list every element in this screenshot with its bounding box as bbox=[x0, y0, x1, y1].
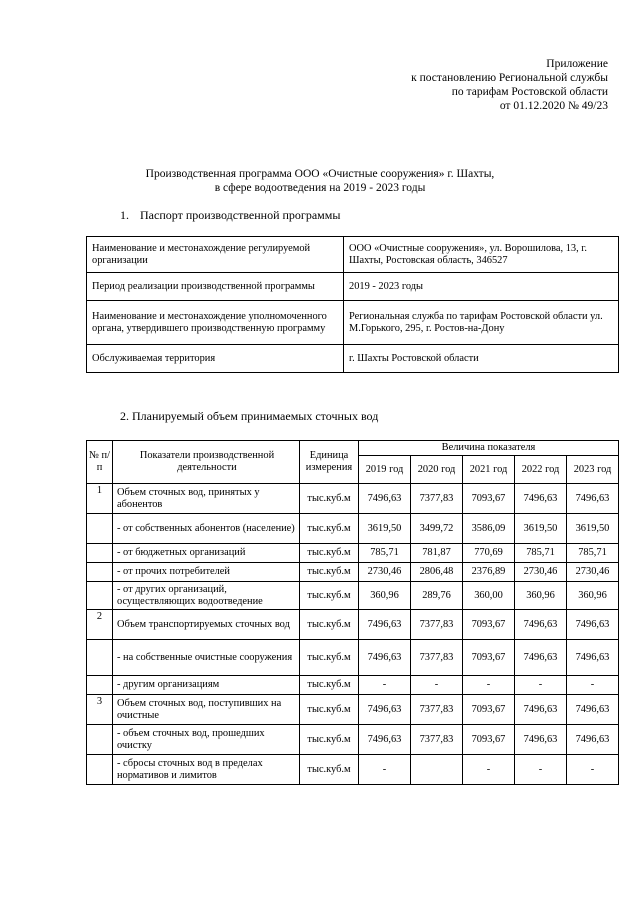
row-value: 7496,63 bbox=[359, 725, 411, 755]
appendix-date: от 01.12.2020 № 49/23 bbox=[499, 100, 608, 112]
header-year: 2023 год bbox=[567, 456, 619, 484]
header-year: 2020 год bbox=[411, 456, 463, 484]
table-row bbox=[87, 695, 619, 725]
row-value: 289,76 bbox=[411, 582, 463, 610]
row-value: 360,96 bbox=[359, 582, 411, 610]
section-1-heading bbox=[120, 208, 340, 223]
row-value: - bbox=[463, 755, 515, 785]
row-value: - bbox=[359, 755, 411, 785]
row-indicator: Объем транспортируемых сточных вод bbox=[113, 610, 300, 640]
row-value: 7496,63 bbox=[567, 484, 619, 514]
row-value: 785,71 bbox=[567, 544, 619, 563]
row-value: 2376,89 bbox=[463, 563, 515, 582]
row-value: 7496,63 bbox=[567, 725, 619, 755]
row-value: 7496,63 bbox=[359, 695, 411, 725]
row-value: 2806,48 bbox=[411, 563, 463, 582]
row-unit: тыс.куб.м bbox=[300, 725, 359, 755]
passport-label: Период реализации производственной программы bbox=[87, 273, 344, 301]
row-value: 3619,50 bbox=[359, 514, 411, 544]
row-value: 785,71 bbox=[515, 544, 567, 563]
passport-label: Наименование и местонахождение регулируемой организации bbox=[87, 237, 344, 273]
row-indicator: - от прочих потребителей bbox=[113, 563, 300, 582]
row-number: 3 bbox=[87, 695, 113, 725]
header-year: 2022 год bbox=[515, 456, 567, 484]
row-value: - bbox=[567, 755, 619, 785]
row-number bbox=[87, 544, 113, 563]
row-value: 2730,46 bbox=[567, 563, 619, 582]
row-indicator: - на собственные очистные сооружения bbox=[113, 640, 300, 676]
row-value: 2730,46 bbox=[359, 563, 411, 582]
table-row bbox=[87, 563, 619, 582]
passport-table bbox=[86, 236, 619, 373]
table-header-row bbox=[87, 441, 619, 456]
table-row bbox=[87, 484, 619, 514]
row-value: - bbox=[463, 676, 515, 695]
row-value: 7496,63 bbox=[515, 484, 567, 514]
section-1-title: Паспорт производственной программы bbox=[140, 208, 341, 222]
row-indicator: - от бюджетных организаций bbox=[113, 544, 300, 563]
row-value: 7496,63 bbox=[567, 695, 619, 725]
appendix-line: Приложение bbox=[546, 58, 608, 70]
row-value: - bbox=[515, 676, 567, 695]
row-unit: тыс.куб.м bbox=[300, 695, 359, 725]
appendix-line: по тарифам Ростовской области bbox=[451, 86, 608, 98]
document-title bbox=[60, 167, 580, 195]
row-value: 360,00 bbox=[463, 582, 515, 610]
row-value: 7093,67 bbox=[463, 695, 515, 725]
row-number bbox=[87, 514, 113, 544]
table-row bbox=[87, 345, 619, 373]
row-value: - bbox=[411, 676, 463, 695]
row-number bbox=[87, 755, 113, 785]
row-number bbox=[87, 676, 113, 695]
row-value: 7496,63 bbox=[515, 695, 567, 725]
row-value: - bbox=[515, 755, 567, 785]
title-line-1: Производственная программа ООО «Очистные сооружения» г. Шахты, bbox=[145, 168, 495, 180]
row-value: 7496,63 bbox=[359, 610, 411, 640]
table-row bbox=[87, 273, 619, 301]
passport-label: Обслуживаемая территория bbox=[87, 345, 344, 373]
row-unit: тыс.куб.м bbox=[300, 640, 359, 676]
row-value: 360,96 bbox=[515, 582, 567, 610]
row-value: 7496,63 bbox=[567, 640, 619, 676]
table-row bbox=[87, 640, 619, 676]
row-value: 7093,67 bbox=[463, 640, 515, 676]
row-value: 3619,50 bbox=[515, 514, 567, 544]
row-value bbox=[411, 755, 463, 785]
passport-value: 2019 - 2023 годы bbox=[344, 273, 619, 301]
row-indicator: Объем сточных вод, поступивших на очистные bbox=[113, 695, 300, 725]
row-value: 770,69 bbox=[463, 544, 515, 563]
row-value: 7377,83 bbox=[411, 484, 463, 514]
row-number bbox=[87, 563, 113, 582]
row-value: 3499,72 bbox=[411, 514, 463, 544]
row-value: 7377,83 bbox=[411, 640, 463, 676]
title-line-2: в сфере водоотведения на 2019 - 2023 годы bbox=[214, 182, 426, 194]
row-value: 7496,63 bbox=[359, 640, 411, 676]
volumes-body bbox=[87, 484, 619, 785]
passport-value: ООО «Очистные сооружения», ул. Ворошилова, 13, г. Шахты, Ростовская область, 346527 bbox=[344, 237, 619, 273]
row-value: 2730,46 bbox=[515, 563, 567, 582]
row-value: 7377,83 bbox=[411, 725, 463, 755]
row-value: 7377,83 bbox=[411, 610, 463, 640]
row-value: 785,71 bbox=[359, 544, 411, 563]
row-unit: тыс.куб.м bbox=[300, 755, 359, 785]
row-value: 7496,63 bbox=[515, 725, 567, 755]
header-num: № п/п bbox=[87, 441, 113, 484]
volumes-table bbox=[86, 440, 619, 785]
table-row bbox=[87, 237, 619, 273]
row-indicator: - объем сточных вод, прошедших очистку bbox=[113, 725, 300, 755]
table-row bbox=[87, 301, 619, 345]
row-indicator: - от собственных абонентов (население) bbox=[113, 514, 300, 544]
row-indicator: Объем сточных вод, принятых у абонентов bbox=[113, 484, 300, 514]
row-value: 7496,63 bbox=[515, 610, 567, 640]
table-row bbox=[87, 676, 619, 695]
row-value: - bbox=[567, 676, 619, 695]
table-row bbox=[87, 582, 619, 610]
header-year: 2021 год bbox=[463, 456, 515, 484]
header-year: 2019 год bbox=[359, 456, 411, 484]
row-unit: тыс.куб.м bbox=[300, 610, 359, 640]
row-unit: тыс.куб.м bbox=[300, 563, 359, 582]
header-value-group: Величина показателя bbox=[359, 441, 619, 456]
row-value: 7377,83 bbox=[411, 695, 463, 725]
row-value: 7093,67 bbox=[463, 610, 515, 640]
row-value: 3619,50 bbox=[567, 514, 619, 544]
table-row bbox=[87, 610, 619, 640]
table-row bbox=[87, 755, 619, 785]
row-value: 3586,09 bbox=[463, 514, 515, 544]
row-unit: тыс.куб.м bbox=[300, 514, 359, 544]
row-indicator: - от других организаций, осуществляющих водоотведение bbox=[113, 582, 300, 610]
section-2-heading: 2. Планируемый объем принимаемых сточных вод bbox=[120, 409, 379, 423]
passport-value: Региональная служба по тарифам Ростовской области ул. М.Горького, 295, г. Ростов-на-Дону bbox=[344, 301, 619, 345]
header-name: Показатели производственной деятельности bbox=[113, 441, 300, 484]
row-number bbox=[87, 640, 113, 676]
row-unit: тыс.куб.м bbox=[300, 484, 359, 514]
header-unit: Единица измерения bbox=[300, 441, 359, 484]
passport-label: Наименование и местонахождение уполномоченного органа, утвердившего производственную программу bbox=[87, 301, 344, 345]
table-row bbox=[87, 725, 619, 755]
passport-value: г. Шахты Ростовской области bbox=[344, 345, 619, 373]
row-unit: тыс.куб.м bbox=[300, 676, 359, 695]
row-value: 360,96 bbox=[567, 582, 619, 610]
row-value: 7496,63 bbox=[515, 640, 567, 676]
row-indicator: - другим организациям bbox=[113, 676, 300, 695]
row-value: 7093,67 bbox=[463, 725, 515, 755]
row-unit: тыс.куб.м bbox=[300, 544, 359, 563]
row-indicator: - сбросы сточных вод в пределах нормативов и лимитов bbox=[113, 755, 300, 785]
row-number bbox=[87, 725, 113, 755]
row-value: 7496,63 bbox=[359, 484, 411, 514]
row-number bbox=[87, 582, 113, 610]
appendix-line: к постановлению Региональной службы bbox=[411, 72, 608, 84]
appendix-header bbox=[348, 57, 608, 113]
row-number: 2 bbox=[87, 610, 113, 640]
row-unit: тыс.куб.м bbox=[300, 582, 359, 610]
section-1-number: 1. bbox=[120, 208, 129, 222]
row-value: 781,87 bbox=[411, 544, 463, 563]
row-number: 1 bbox=[87, 484, 113, 514]
table-row bbox=[87, 544, 619, 563]
row-value: 7093,67 bbox=[463, 484, 515, 514]
table-row bbox=[87, 514, 619, 544]
row-value: - bbox=[359, 676, 411, 695]
row-value: 7496,63 bbox=[567, 610, 619, 640]
